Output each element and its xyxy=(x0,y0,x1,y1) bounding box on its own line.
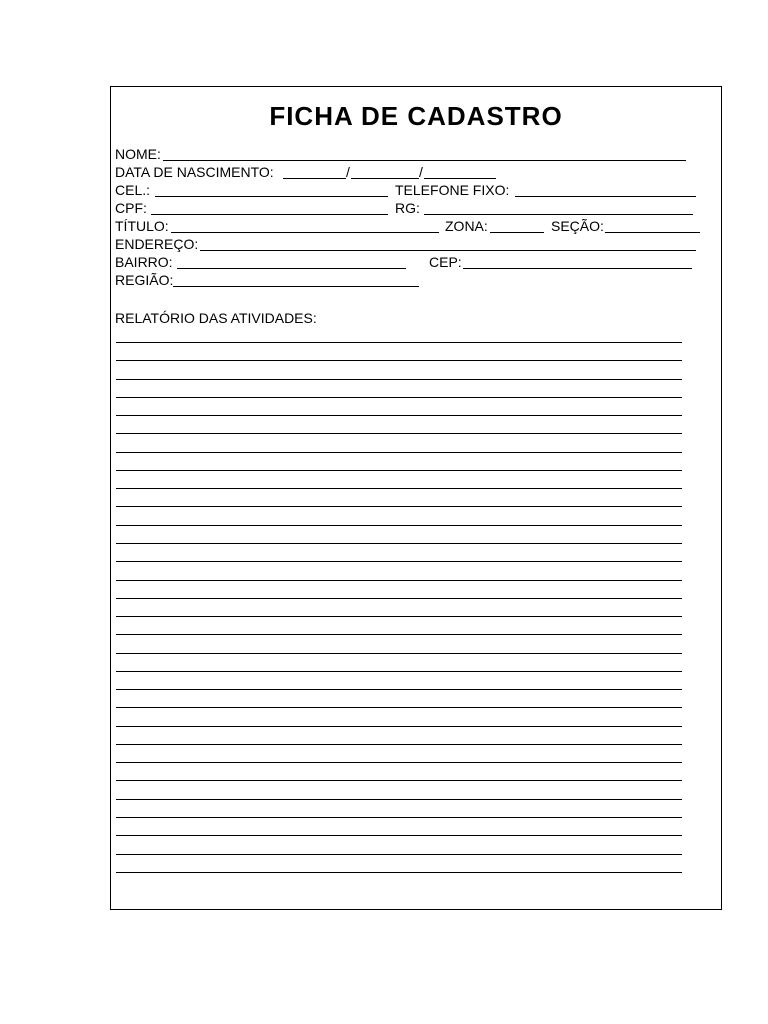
report-line[interactable] xyxy=(116,580,682,581)
date-separator-2: / xyxy=(419,164,423,180)
report-line[interactable] xyxy=(116,762,682,763)
report-line[interactable] xyxy=(116,780,682,781)
registration-form xyxy=(110,86,722,910)
field-secao[interactable] xyxy=(605,232,700,233)
report-line[interactable] xyxy=(116,689,682,690)
field-birth-day[interactable] xyxy=(283,178,346,179)
field-birth-month[interactable] xyxy=(351,178,419,179)
form-title: FICHA DE CADASTRO xyxy=(269,101,563,131)
report-line[interactable] xyxy=(116,506,682,507)
label-endereco: ENDEREÇO: xyxy=(115,236,199,252)
label-cpf: CPF: xyxy=(115,200,147,216)
label-cel: CEL.: xyxy=(115,182,151,198)
label-telefone-fixo: TELEFONE FIXO: xyxy=(395,182,510,198)
report-line[interactable] xyxy=(116,835,682,836)
report-line[interactable] xyxy=(116,616,682,617)
field-telefone-fixo[interactable] xyxy=(515,196,696,197)
report-line[interactable] xyxy=(116,799,682,800)
report-line[interactable] xyxy=(116,561,682,562)
label-zona: ZONA: xyxy=(445,218,488,234)
report-line[interactable] xyxy=(116,653,682,654)
label-bairro: BAIRRO: xyxy=(115,254,173,270)
report-line[interactable] xyxy=(116,433,682,434)
label-data-nascimento: DATA DE NASCIMENTO: xyxy=(115,164,274,180)
report-line[interactable] xyxy=(116,415,682,416)
label-cep: CEP: xyxy=(429,254,462,270)
report-line[interactable] xyxy=(116,707,682,708)
label-nome: NOME: xyxy=(115,146,161,162)
label-titulo: TÍTULO: xyxy=(115,218,169,234)
report-line[interactable] xyxy=(116,525,682,526)
report-line[interactable] xyxy=(116,817,682,818)
report-line[interactable] xyxy=(116,543,682,544)
field-birth-year[interactable] xyxy=(424,178,496,179)
report-line[interactable] xyxy=(116,342,682,343)
label-secao: SEÇÃO: xyxy=(551,218,604,234)
field-cel[interactable] xyxy=(155,196,388,197)
label-regiao: REGIÃO: xyxy=(115,272,174,288)
report-line[interactable] xyxy=(116,872,682,873)
report-line[interactable] xyxy=(116,854,682,855)
report-line[interactable] xyxy=(116,452,682,453)
date-separator-1: / xyxy=(346,164,350,180)
field-endereco[interactable] xyxy=(200,250,696,251)
field-cpf[interactable] xyxy=(151,214,388,215)
label-relatorio: RELATÓRIO DAS ATIVIDADES: xyxy=(115,310,317,326)
label-rg: RG: xyxy=(395,200,420,216)
report-line[interactable] xyxy=(116,671,682,672)
field-titulo[interactable] xyxy=(171,232,439,233)
report-line[interactable] xyxy=(116,726,682,727)
report-line[interactable] xyxy=(116,360,682,361)
report-line[interactable] xyxy=(116,598,682,599)
field-regiao[interactable] xyxy=(173,286,419,287)
field-cep[interactable] xyxy=(463,268,692,269)
report-line[interactable] xyxy=(116,470,682,471)
report-line[interactable] xyxy=(116,634,682,635)
report-line[interactable] xyxy=(116,744,682,745)
field-nome[interactable] xyxy=(163,160,686,161)
report-line[interactable] xyxy=(116,379,682,380)
field-rg[interactable] xyxy=(424,214,693,215)
field-zona[interactable] xyxy=(490,232,544,233)
field-bairro[interactable] xyxy=(177,268,406,269)
report-line[interactable] xyxy=(116,488,682,489)
report-line[interactable] xyxy=(116,397,682,398)
